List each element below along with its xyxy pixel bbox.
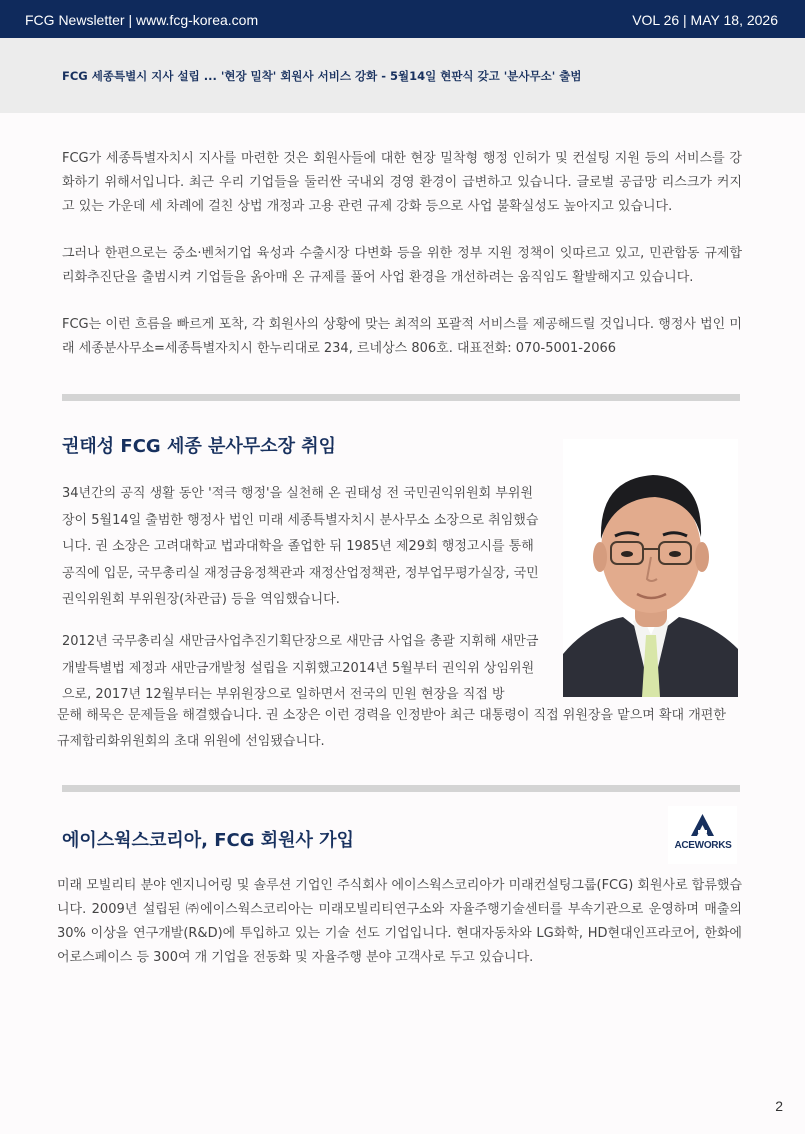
intro-paragraph-3: FCG는 이런 흐름을 빠르게 포착, 각 회원사의 상황에 맞는 최적의 포괄적 서비스를 제공해드릴 것입니다. 행정사 법인 미래 세종분사무소=세종특별자치시 한누리대로 234, 르네상스 806호. 대표전화: 070-5001-2066 — [62, 317, 742, 356]
section-divider — [62, 394, 740, 401]
portrait-photo — [563, 439, 738, 697]
headline-band — [0, 38, 805, 113]
section-title-appointment: 권태성 FCG 세종 분사무소장 취임 — [62, 436, 337, 457]
intro-paragraph-1: FCG가 세종특별자치시 지사를 마련한 것은 회원사들에 대한 현장 밀착형 행정 인허가 및 컨설팅 지원 등의 서비스를 강화하기 위해서입니다. 최근 우리 기업들을 둘러싼 국내외 경영 환경이 급변하고 있습니다. 글로벌 공급망 리스크가 커지고 있는 가운데 세 차례에 걸친 상법 개정과 고용 관련 규제 강화 등으로 사업 불확실성도 높아지고 있습니다. — [62, 151, 742, 214]
portrait-illustration — [563, 439, 738, 697]
headline-text: FCG 세종특별시 지사 설립 ... '현장 밀착' 회원사 서비스 강화 - 5월14일 현판식 갖고 '분사무소' 출범 — [62, 69, 582, 83]
newsletter-site-label: FCG Newsletter | www.fcg-korea.com — [25, 12, 259, 28]
section-divider — [62, 785, 740, 792]
aceworks-logo — [668, 806, 737, 864]
new-member-paragraph: 미래 모빌리티 분야 엔지니어링 및 솔루션 기업인 주식회사 에이스웍스코리아가 미래컨설팅그룹(FCG) 회원사로 합류했습니다. 2009년 설립된 ㈜에이스웍스코리아는 미래모빌리티연구소와 자율주행기술센터를 부속기관으로 운영하며 매출의 30% 이상을 연구개발(R&D)에 투입하고 있는 기술 선도 기업입니다. 현대자동차와 LG화학, HD현대인프라코어, 한화에어로스페이스 등 300여 개 기업을 전동화 및 자율주행 분야 고객사로 두고 있습니다. — [57, 878, 743, 965]
aceworks-logo-mark — [668, 806, 737, 840]
issue-date-label: VOL 26 | MAY 18, 2026 — [632, 12, 778, 28]
appointment-paragraph-1: 34년간의 공직 생활 동안 '적극 행정'을 실천해 온 권태성 전 국민권익위원회 부위원장이 5월14일 출범한 행정사 법인 미래 세종특별자치시 분사무소 소장으로 취임했습니다. 권 소장은 고려대학교 법과대학을 졸업한 뒤 1985년 제29회 행정고시를 통해 공직에 입문, 국무총리실 재정금융정책관과 재정산업정책관, 정부업무평가실장, 국민권익위원회 부위원장(차관급) 등을 역임했습니다. — [62, 486, 539, 607]
page-number: 2 — [775, 1098, 783, 1114]
newsletter-header-bar — [0, 0, 805, 38]
aceworks-logo-text: ACEWORKS — [674, 840, 732, 851]
intro-paragraph-2: 그러나 한편으로는 중소·벤처기업 육성과 수출시장 다변화 등을 위한 정부 지원 정책이 잇따르고 있고, 민관합동 규제합리화추진단을 출범시켜 기업들을 옭아매 온 규제를 풀어 사업 환경을 개선하려는 움직임도 활발해지고 있습니다. — [62, 246, 742, 285]
appointment-paragraph-2-continued: 문해 해묵은 문제들을 해결했습니다. 권 소장은 이런 경력을 인정받아 최근 대통령이 직접 위원장을 맡으며 확대 개편한 규제합리화위원회의 초대 위원에 선임됐습니다. — [57, 708, 726, 749]
section-title-new-member: 에이스웍스코리아, FCG 회원사 가입 — [62, 830, 354, 851]
appointment-paragraph-2: 2012년 국무총리실 새만금사업추진기획단장으로 새만금 사업을 총괄 지휘해 새만금개발특별법 제정과 새만금개발청 설립을 지휘했고2014년 5월부터 권익위 상임위원으로, 2017년 12월부터는 부위원장으로 일하면서 전국의 민원 현장을 직접 방 — [62, 634, 539, 702]
